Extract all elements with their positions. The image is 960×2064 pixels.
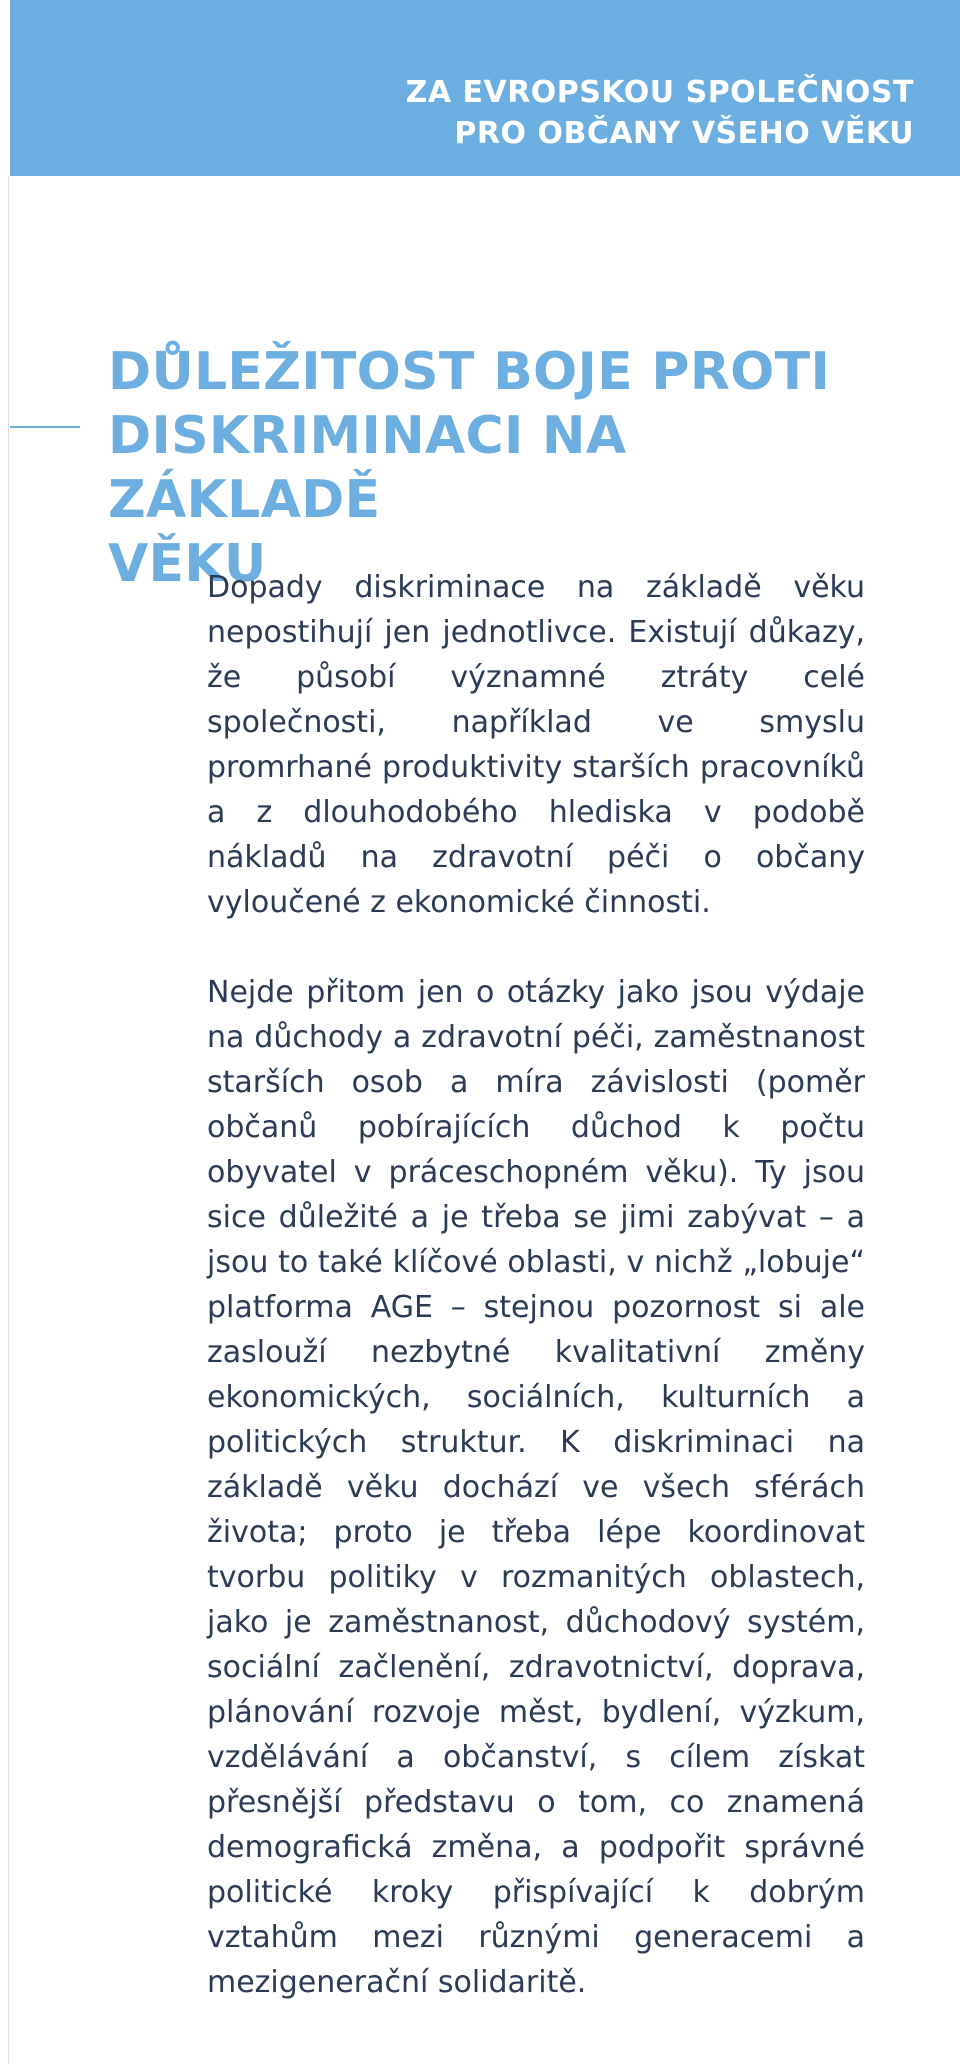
- header-band: [10, 0, 960, 176]
- header-title-line-1: ZA EVROPSKOU SPOLEČNOST: [405, 75, 914, 110]
- header-title: [406, 72, 914, 154]
- section-title-line-1: DŮLEŽITOST BOJE PROTI: [108, 342, 831, 402]
- page-edge-line: [8, 176, 9, 2064]
- body-paragraph-1: Dopady diskriminace na základě věku nepostihují jen jednotlivce. Existují důkazy, že působí významné ztráty celé společnosti, například ve smyslu promrhané produktivity starších pracovníků a z dlouhodobého hlediska v podobě nákladů na zdravotní péči o občany vyloučené z ekonomické činnosti.: [207, 570, 865, 920]
- section-rule: [10, 426, 80, 428]
- header-title-line-2: PRO OBČANY VŠEHO VĚKU: [454, 116, 914, 151]
- section-title: [108, 340, 908, 596]
- body-paragraph-2: Nejde přitom jen o otázky jako jsou výdaje na důchody a zdravotní péči, zaměstnanost starších osob a míra závislosti (poměr občanů pobírajících důchod k počtu obyvatel v práceschopném věku). Ty jsou sice důležité a je třeba se jimi zabývat – a jsou to také klíčové oblasti, v nichž „lobuje“ platforma AGE – stejnou pozornost si ale zaslouží nezbytné kvalitativní změny ekonomických, sociálních, kulturních a politických struktur. K diskriminaci na základě věku dochází ve všech sférách života; proto je třeba lépe koordinovat tvorbu politiky v rozmanitých oblastech, jako je zaměstnanost, důchodový systém, sociální začlenění, zdravotnictví, doprava, plánování rozvoje měst, bydlení, výzkum, vzdělávání a občanství, s cílem získat přesnější představu o tom, co znamená demografická změna, a podpořit správné politické kroky přispívající k dobrým vztahům mezi různými generacemi a mezigenerační solidaritě.: [207, 975, 865, 2000]
- section-title-line-3: VĚKU: [108, 534, 267, 594]
- section-title-line-2: DISKRIMINACI NA ZÁKLADĚ: [108, 406, 627, 530]
